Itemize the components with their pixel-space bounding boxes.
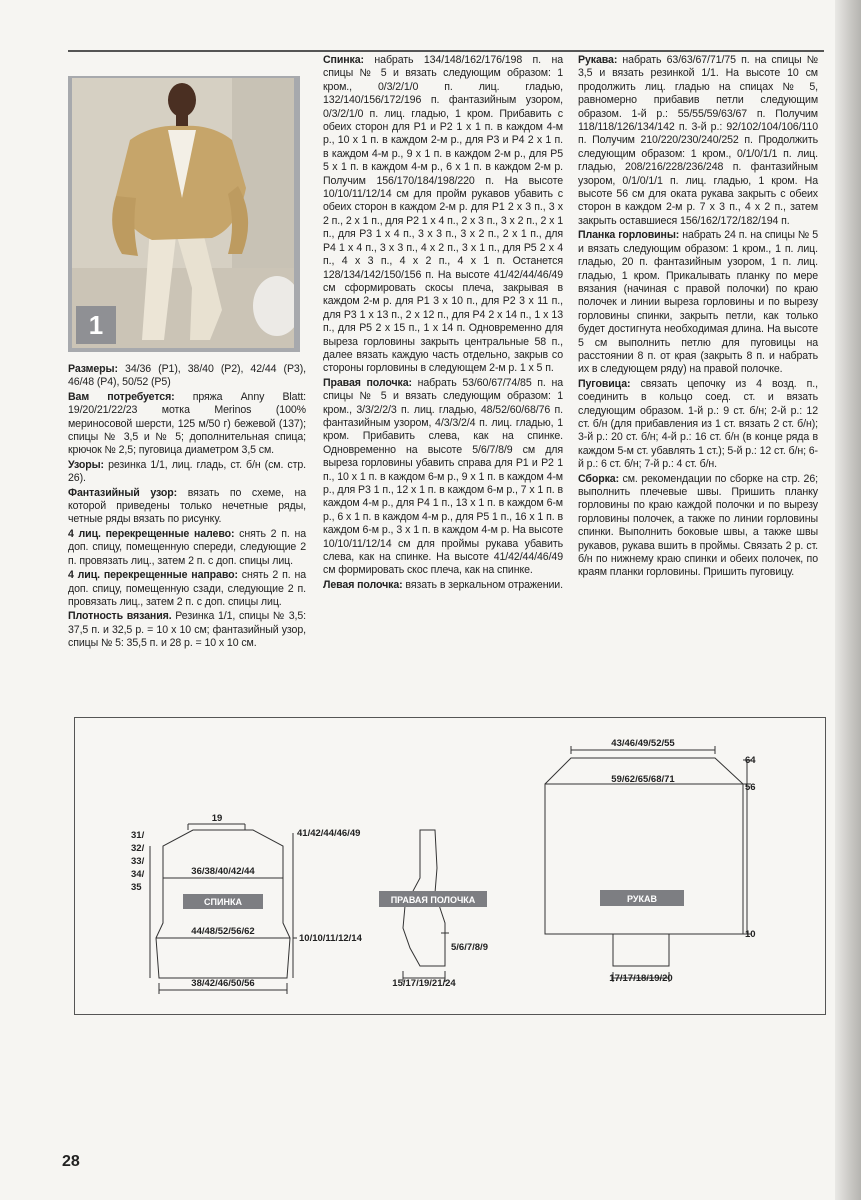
sleeves-label: Рукава: bbox=[578, 54, 618, 66]
button-label: Пуговица: bbox=[578, 377, 631, 390]
back-height-right: 41/42/44/46/49 bbox=[297, 828, 361, 839]
column-3 bbox=[578, 54, 818, 581]
back-height-left-2: 32/ bbox=[131, 843, 145, 854]
left-front-label: Левая полочка: bbox=[323, 578, 403, 591]
back-piece-label: СПИНКА bbox=[204, 897, 242, 907]
model-photo bbox=[68, 76, 300, 352]
button-paragraph bbox=[578, 378, 818, 472]
column-2 bbox=[323, 54, 563, 593]
patterns-paragraph bbox=[68, 459, 306, 486]
top-rule bbox=[68, 50, 824, 52]
neck-paragraph bbox=[578, 229, 818, 376]
left-cross-paragraph bbox=[68, 528, 306, 568]
fancy-label: Фантазийный узор: bbox=[68, 486, 178, 499]
back-armhole-height: 10/10/11/12/14 bbox=[299, 933, 362, 944]
sleeve-cuff-height: 10 bbox=[745, 929, 756, 940]
density-label: Плотность вязания. bbox=[68, 610, 172, 623]
right-cross-paragraph bbox=[68, 569, 306, 609]
sleeve-height-cap: 56 bbox=[745, 782, 756, 793]
sleeve-body bbox=[545, 784, 743, 934]
back-height-left-5: 35 bbox=[131, 882, 142, 893]
sleeve-cuff-width: 17/17/18/19/20 bbox=[609, 973, 673, 984]
assembly-paragraph bbox=[578, 473, 818, 580]
front-neck-height: 5/6/7/8/9 bbox=[451, 942, 488, 953]
model-number-badge: 1 bbox=[76, 306, 116, 344]
materials-paragraph bbox=[68, 391, 306, 458]
back-paragraph bbox=[323, 54, 563, 376]
fancy-text: вязать по схеме, на которой приведены только нечетные ряды, четные ряды вязать по рисунку. bbox=[68, 486, 306, 526]
back-label: Спинка: bbox=[323, 54, 364, 66]
page-edge bbox=[835, 0, 861, 1200]
schematic-svg bbox=[75, 718, 825, 1014]
button-text: связать цепочку из 4 возд. п., соединить в кольцо соед. ст. и вязать следующим образом. 1-й р.: 9 ст. б/н; 2-й р.: 12 ст. б/н (для прибавления из 1 ст. вязать 2 ст. б/н); 3-й р.: 20 ст. б/н; 4-й р.: 16 ст. б/н (в конце ряда в каждом 5-м ст. убавлять 1 ст.); 5-й р.: 12 ст. б/н; 6-й р.: 6 ст. б/н; 7-й р.: 4 ст. б/н. bbox=[578, 377, 818, 471]
left-cross-label: 4 лиц. перекрещенные налево: bbox=[68, 527, 235, 540]
density-paragraph bbox=[68, 610, 306, 650]
left-front-text: вязать в зеркальном отражении. bbox=[402, 578, 563, 591]
sleeves-text: набрать 63/63/67/71/75 п. на спицы № 3,5 и вязать резинкой 1/1. На высоте 10 см продолжить лиц. гладью на спицах № 5, равномерно прибавив петли следующим образом. 1-й р.: 55/55/59/63/67 п. Получим 118/118/126/134/142 п. 3-й р.: 92/102/104/106/110 п. Получим 210/220/230/240/252 п. Продолжить следующим образом: 1 кром., 0/1/0/1/1 п. лиц. гладью, 208/216/228/236/248 п. фантазийным узором, 0/1/0/1/1 п. лиц. гладью, 1 кром. На высоте 56 см для оката рукава закрыть с обеих сторон в каждом 2-м р. 7 х 3 п., 4 х 2 п., затем закрыть оставшиеся 156/162/172/182/194 п. bbox=[578, 54, 818, 227]
right-front-paragraph bbox=[323, 377, 563, 578]
back-bottom-width: 38/42/46/50/56 bbox=[191, 978, 255, 989]
left-cross-text: снять 2 п. на доп. спицу, помещенную спереди, следующие 2 п. провязать лиц., затем 2 п. с доп. спицы лиц. bbox=[68, 527, 306, 567]
front-piece-label: ПРАВАЯ ПОЛОЧКА bbox=[390, 895, 476, 905]
density-text: Резинка 1/1, спицы № 3,5: 37,5 п. и 32,5 р. = 10 х 10 см; фантазийный узор, спицы № 5: 35,5 п. и 28 р. = 10 х 10 см. bbox=[68, 610, 306, 650]
sleeve-cuff bbox=[613, 934, 669, 966]
right-cross-text: снять 2 п. на доп. спицу, помещенную сзади, следующие 2 п. провязать лиц., затем 2 п. с доп. спицы лиц. bbox=[68, 569, 306, 608]
assembly-text: см. рекомендации по сборке на стр. 26; выполнить плечевые швы. Пришить планку горловины по краю каждой полочки и по вырезу горловины полочек, а также по линии горловины спинки. Выполнить боковые швы, а также швы рукавов, рукава вшить в проймы. Связать 2 р. ст. б/н по нижнему краю спинки и обеих полочек, по краям планки горловины. Пришить пуговицу. bbox=[578, 472, 818, 579]
right-front-label: Правая полочка: bbox=[323, 376, 412, 389]
sizes-paragraph bbox=[68, 363, 306, 390]
back-text: набрать 134/148/162/176/198 п. на спицы № 5 и вязать следующим образом: 1 кром., 0/3/2/1/0 п. лиц. гладью, 132/140/156/172/196 п. фантазийным узором, 0/3/2/1/0 п. лиц. гладью, 1 кром. Прибавить с обеих сторон для Р1 и Р2 1 х 1 п. в каждом 4-м р., 10 х 1 п. в каждом 2-м р., для Р3 и Р4 2 х 1 п. в каждом 4-м р., 9 х 1 п. в каждом 2-м р., для Р5 5 х 1 п. в каждом 4-м р., 6 х 1 п. в каждом 2-м р. Получим 156/170/184/198/220 п. На высоте 10/10/11/12/14 см для пройм рукавов убавить с обеих сторон в каждом 2-м р. для Р1 2 х 3 п., 3 х 2 п., 2 х 1 п., для Р2 1 х 4 п., 2 х 3 п., 3 х 2 п., 2 х 1 п., для Р3 1 х 4 п., 3 х 3 п., 3 х 2 п., 2 х 1 п., для Р4 1 х 4 п., 3 х 3 п., 4 х 2 п., 3 х 1 п., для Р5 2 х 4 п., 4 х 3 п., 4 х 2 п., 4 х 1 п. Останется 128/134/142/150/156 п. На высоте 41/42/44/46/49 см сформировать скосы плеча, закрывая в каждом 2-м р. для Р1 3 х 10 п., для Р2 3 х 11 п., для Р3 1 х 13 п., 2 х 12 п., для Р4 2 х 14 п., 1 х 13 п., для Р5 2 х 15 п., 1 х 14 п. Одновременно для выреза горловины закрыть центральные 58 п., далее вязать каждую часть отдельно, закрыв со стороны горловины в следующем 2-м р. 1 х 5 п. bbox=[323, 54, 563, 375]
back-chest-width: 44/48/52/56/62 bbox=[191, 926, 255, 937]
sleeve-piece-label: РУКАВ bbox=[627, 894, 657, 904]
neck-text: набрать 24 п. на спицы № 5 и вязать следующим образом: 1 кром., 1 п. лиц. гладью, 20 п. фантазийным узором, 1 п. лиц. гладью, 1 кром. Прикалывать планку по мере вязания (начиная с правой полочки) по краю полочек и линии выреза горловины и по вырезу горловины спинки, закрыть петли, как только будет достигнута необходимая длина. На высоте 5 см выполнить петлю для пуговицы на расстоянии 8 п. от края (закрыть 8 п. и набрать их в следующем ряду) на правой полочке. bbox=[578, 229, 818, 376]
back-height-left-4: 34/ bbox=[131, 869, 145, 880]
sleeve-height-total: 64 bbox=[745, 755, 756, 766]
materials-text: пряжа Anny Blatt: 19/20/21/22/23 мотка Merinos (100% мериносовой шерсти, 125 м/50 г) бежевой (137); спицы № 3,5 и № 5; дополнительная спица; крючок № 2,5; пуговица диаметром 3,5 см. bbox=[68, 390, 307, 457]
right-front-text: набрать 53/60/67/74/85 п. на спицы № 5 и вязать следующим образом: 1 кром., 3/3/2/2/3 п. лиц. гладью, 48/52/60/68/76 п. фантазийным узором, 4/3/3/2/4 п. лиц. гладью, 1 кром. Прибавить слева, как на спинке. Одновременно на высоте 5/6/7/8/9 см для выреза горловины убавить справа для Р1 и Р2 1 п., 10 х 1 п. в каждом 6-м р., 9 х 1 п. в каждом 4-м р., для Р3 1 п., 12 х 1 п. в каждом 6-м р., 7 х 1 п. в каждом 4-м р., для Р4 1 п., 13 х 1 п. в каждом 6-м р., 6 х 1 п. в каждом 4-м р., для Р5 1 п., 16 х 1 п. в каждом 6-м р., 3 х 1 п. в каждом 4-м р. На высоте 10/10/11/12/14 см для проймы рукава убавить слева, как на спинке. На высоте 41/42/44/46/49 см формировать скос плеча, как на спинке. bbox=[323, 376, 563, 577]
assembly-label: Сборка: bbox=[578, 472, 620, 485]
back-height-left-3: 33/ bbox=[131, 856, 145, 867]
sizes-text: 34/36 (Р1), 38/40 (Р2), 42/44 (Р3), 46/48 (Р4), 50/52 (Р5) bbox=[68, 363, 306, 389]
front-bottom-width: 15/17/19/21/24 bbox=[392, 978, 456, 989]
page-number: 28 bbox=[62, 1153, 80, 1170]
sleeves-paragraph bbox=[578, 54, 818, 228]
sleeve-width: 59/62/65/68/71 bbox=[611, 774, 675, 785]
fancy-paragraph bbox=[68, 487, 306, 527]
left-front-paragraph bbox=[323, 579, 563, 592]
neck-label: Планка горловины: bbox=[578, 229, 680, 242]
patterns-text: резинка 1/1, лиц. гладь, ст. б/н (см. стр. 26). bbox=[68, 458, 306, 485]
sizes-label: Размеры: bbox=[68, 363, 118, 375]
back-height-left-1: 31/ bbox=[131, 830, 145, 841]
column-1 bbox=[68, 363, 306, 652]
back-shoulder-width: 36/38/40/42/44 bbox=[191, 866, 255, 877]
back-neck-width: 19 bbox=[211, 813, 223, 824]
patterns-label: Узоры: bbox=[68, 458, 104, 471]
pattern-diagram bbox=[74, 717, 826, 1015]
materials-label: Вам потребуется: bbox=[68, 390, 175, 403]
sleeve-top-width: 43/46/49/52/55 bbox=[611, 738, 675, 749]
right-cross-label: 4 лиц. перекрещенные направо: bbox=[68, 569, 238, 582]
